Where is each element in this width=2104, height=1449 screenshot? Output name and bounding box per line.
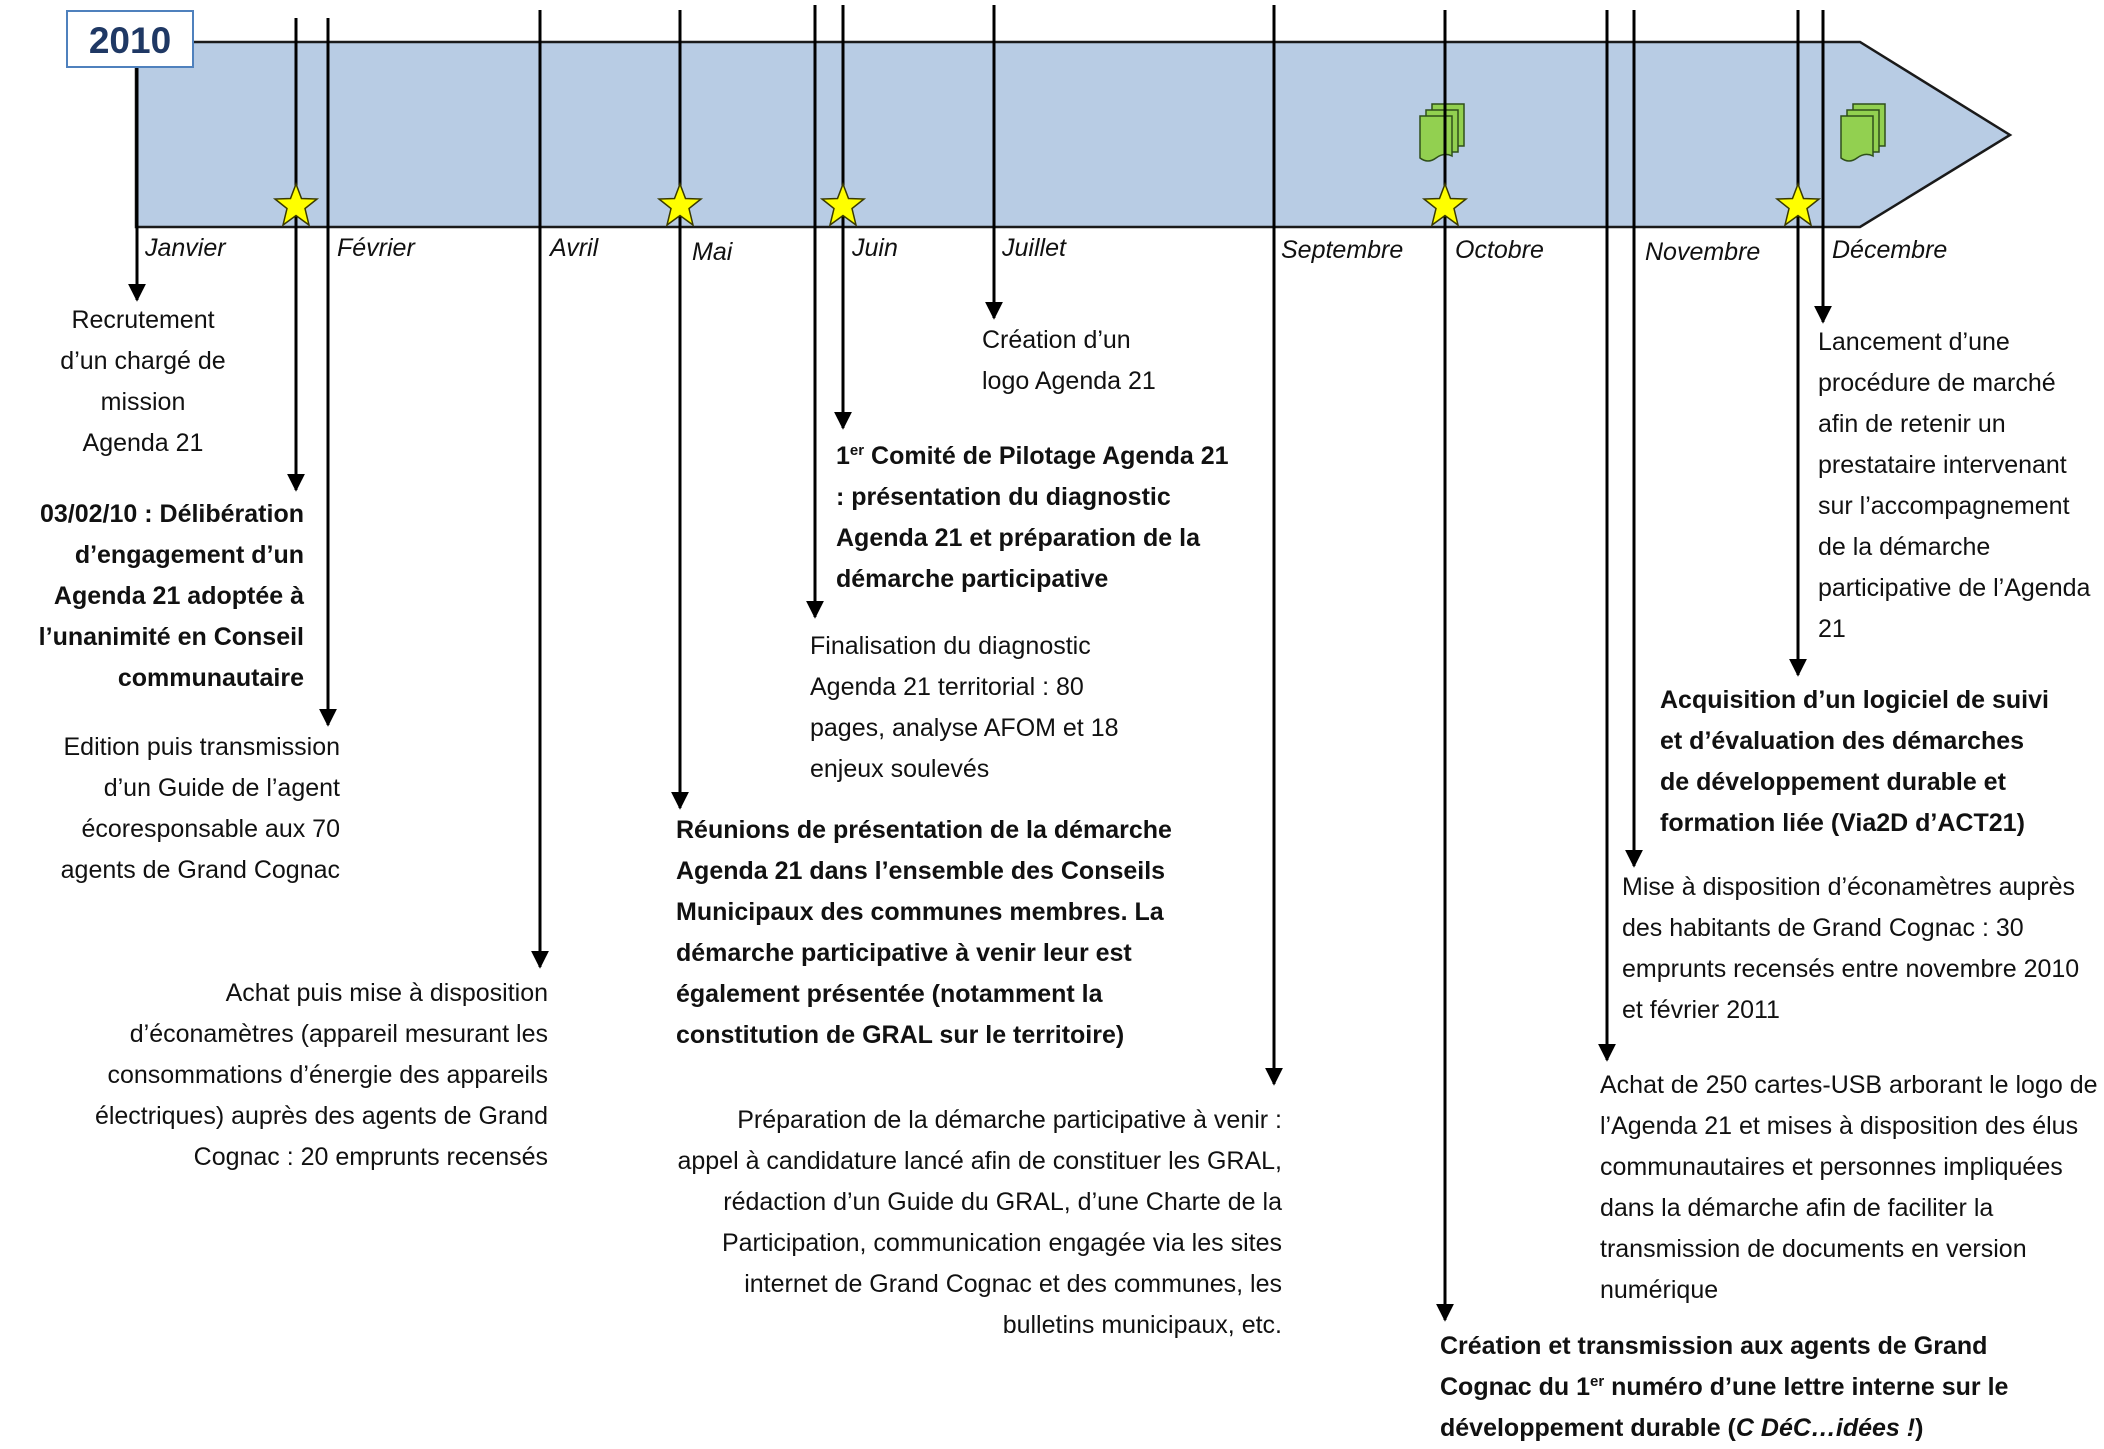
event-acquisition: Acquisition d’un logiciel de suivi et d’évaluation des démarches de développement durable et formation liée (Via2D d’ACT21)	[1660, 686, 2049, 837]
month-janvier: Janvier	[145, 234, 226, 262]
event-comite	[836, 436, 1236, 600]
lettre-text-b: numéro d’une lettre interne sur le développement durable (	[1440, 1373, 2009, 1442]
event-econometres-habitants: Mise à disposition d’éconamètres auprès des habitants de Grand Cognac : 30 emprunts recensés entre novembre 2010 et février 2011	[1622, 873, 2080, 1024]
event-reunions: Réunions de présentation de la démarche Agenda 21 dans l’ensemble des Conseils Municipaux des communes membres. La démarche participative à venir leur est également présentée (notamment la constitution de GRAL sur le territoire)	[676, 816, 1172, 1049]
lettre-superscript: er	[1590, 1373, 1605, 1390]
timeline-band	[136, 42, 2010, 227]
month-juillet: Juillet	[1002, 234, 1066, 262]
month-fevrier: Février	[337, 234, 415, 262]
event-lettre	[1440, 1326, 2040, 1449]
comite-text-a: 1	[836, 442, 850, 470]
lettre-text-a: Création et transmission aux agents de Grand Cognac du 1	[1440, 1332, 1988, 1401]
month-novembre: Novembre	[1645, 238, 1761, 266]
document-stack-icon	[1420, 104, 1464, 161]
month-mai: Mai	[692, 238, 733, 266]
month-octobre: Octobre	[1455, 236, 1544, 264]
event-recrutement: Recrutement d’un chargé de mission Agenda 21	[60, 306, 226, 457]
comite-text-b: Comité de Pilotage Agenda 21 : présentation du diagnostic Agenda 21 et préparation de la démarche participative	[836, 442, 1229, 593]
event-guide-agent: Edition puis transmission d’un Guide de l’agent écoresponsable aux 70 agents de Grand Cognac	[60, 733, 340, 884]
comite-superscript: er	[849, 442, 865, 459]
year-label: 2010	[66, 10, 194, 68]
month-avril: Avril	[550, 234, 599, 262]
event-econometres-agents: Achat puis mise à disposition d’éconamètres (appareil mesurant les consommations d’énergie des appareils électriques) auprès des agents de Grand Cognac : 20 emprunts recensés	[94, 979, 548, 1171]
month-juin: Juin	[852, 234, 898, 262]
lettre-title: C DéC…idées !	[1735, 1414, 1916, 1442]
event-cles-usb: Achat de 250 cartes-USB arborant le logo de l’Agenda 21 et mises à disposition des élus communautaires et personnes impliquées dans la démarche afin de faciliter la transmission de documents en version numérique	[1600, 1071, 2098, 1304]
event-preparation: Préparation de la démarche participative à venir : appel à candidature lancé afin de constituer les GRAL, rédaction d’un Guide du GRAL, d’une Charte de la Participation, communication engagée via les sites internet de Grand Cognac et des communes, les bulletins municipaux, etc.	[677, 1106, 1282, 1339]
event-logo: Création d’un logo Agenda 21	[982, 326, 1156, 395]
event-lancement: Lancement d’une procédure de marché afin de retenir un prestataire intervenant sur l’accompagnement de la démarche participative de l’Agenda 21	[1818, 328, 2091, 643]
event-finalisation: Finalisation du diagnostic Agenda 21 territorial : 80 pages, analyse AFOM et 18 enjeux soulevés	[810, 632, 1119, 783]
lettre-text-c: )	[1915, 1414, 1924, 1442]
month-decembre: Décembre	[1832, 236, 1948, 264]
event-deliberation: 03/02/10 : Délibération d’engagement d’un Agenda 21 adoptée à l’unanimité en Conseil communautaire	[38, 500, 304, 692]
document-stack-icon	[1841, 104, 1885, 161]
month-septembre: Septembre	[1281, 236, 1404, 264]
